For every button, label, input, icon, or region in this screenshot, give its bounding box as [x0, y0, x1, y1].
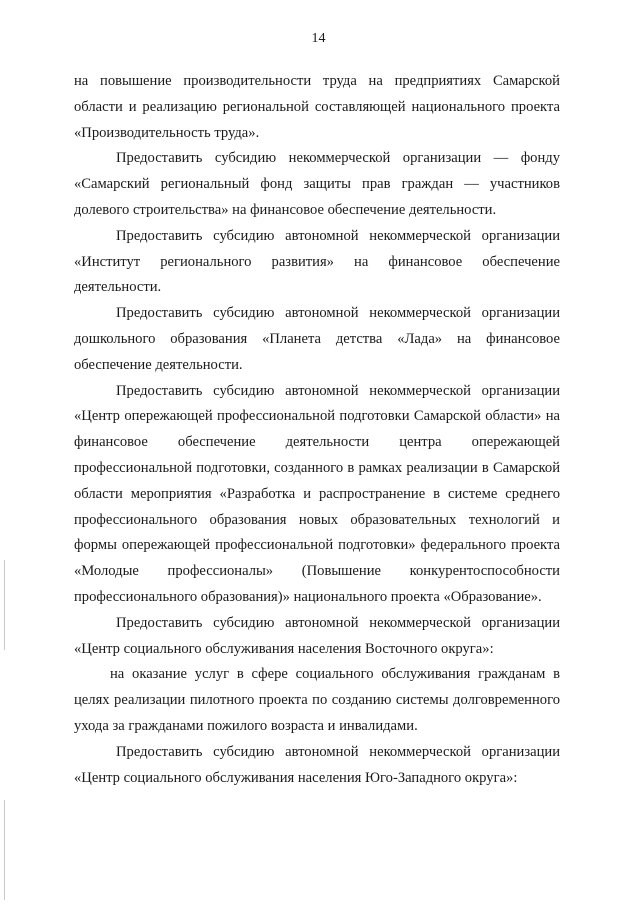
paragraph-3: Предоставить субсидию автономной некоммерческой организации «Институт регионального развития» на финансовое обеспечение деятельности. — [74, 227, 560, 296]
scan-edge-mark — [4, 560, 5, 650]
paragraph-4: Предоставить субсидию автономной некоммерческой организации дошкольного образования «Планета детства «Лада» на финансовое обеспечение деятельности. — [74, 305, 560, 373]
document-body — [74, 69, 560, 791]
paragraph-5: Предоставить субсидию автономной некоммерческой организации «Центр опережающей профессиональной подготовки Самарской области» на финансовое обеспечение деятельности центра опережающей профессиональной подготовки, созданного в рамках реализации в Самарской области мероприятия «Разработка и распространение в системе среднего профессионального образования новых образовательных технологий и формы опережающей профессиональной подготовки» федерального проекта «Молодые профессионалы» (Повышение конкурентоспособности профессионального образования)» национального проекта «Образование». — [74, 382, 560, 605]
paragraph-8: Предоставить субсидию автономной некоммерческой организации «Центр социального обслуживания населения Юго-Западного округа»: — [74, 743, 560, 786]
paragraph-6: Предоставить субсидию автономной некоммерческой организации «Центр социального обслуживания населения Восточного округа»: — [74, 614, 560, 657]
paragraph-2: Предоставить субсидию некоммерческой организации — фонду «Самарский региональный фонд защиты прав граждан — участников долевого строительства» на финансовое обеспечение деятельности. — [74, 150, 560, 218]
page-number: 14 — [311, 31, 326, 46]
paragraph-1: на повышение производительности труда на предприятиях Самарской области и реализацию региональной составляющей национального проекта «Производительность труда». — [74, 73, 560, 141]
paragraph-7: на оказание услуг в сфере социального обслуживания гражданам в целях реализации пилотного проекта по созданию системы долговременного ухода за гражданами пожилого возраста и инвалидами. — [74, 666, 560, 734]
scan-edge-mark — [4, 800, 5, 900]
